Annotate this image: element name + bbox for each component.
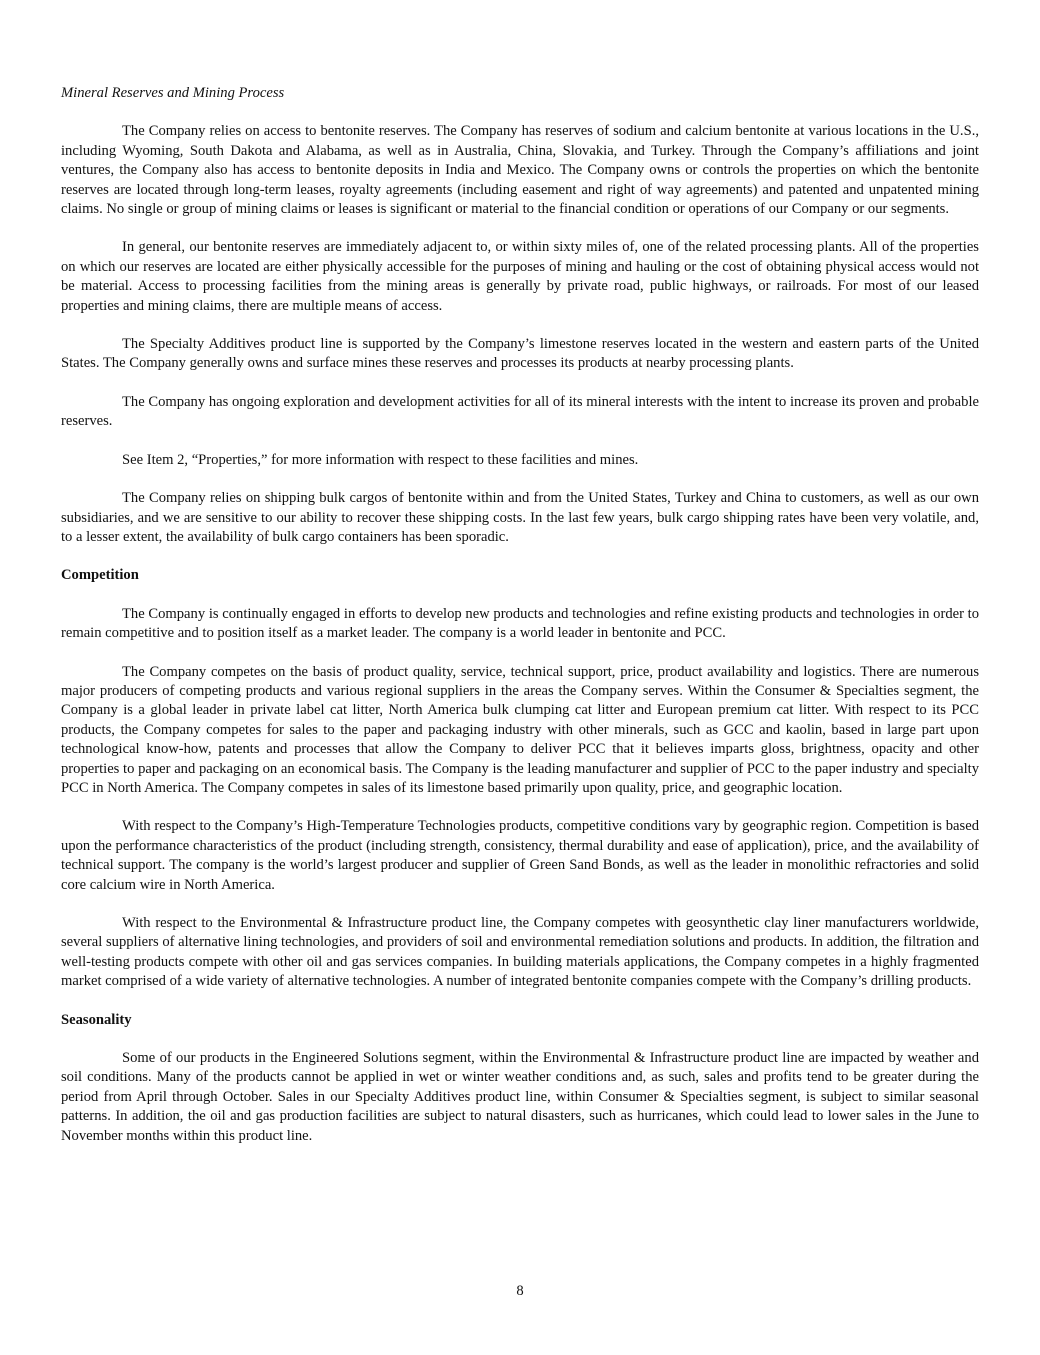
paragraph-reserve-access: In general, our bentonite reserves are immediately adjacent to, or within sixty miles of, one of the related processing plants. All of the properties on which our reserves are located are either physically accessible for the purposes of mining and hauling or the cost of obtaining physical access would not be material. Access to processing facilities from the mining areas is generally by private road, public highways, or railroads. For most of our leased properties and mining claims, there are multiple means of access. (61, 239, 979, 314)
paragraph-limestone-reserves: The Specialty Additives product line is supported by the Company’s limestone reserves located in the western and eastern parts of the United States. The Company generally owns and surface mines these reserves and processes its products at nearby processing plants. (61, 336, 979, 372)
paragraph-exploration: The Company has ongoing exploration and development activities for all of its mineral interests with the intent to increase its proven and probable reserves. (61, 393, 979, 430)
page-number: 8 (516, 1283, 524, 1299)
paragraph-environmental: With respect to the Environmental & Infrastructure product line, the Company competes with geosynthetic clay liner manufacturers worldwide, several suppliers of alternative lining technologies, and providers of soil and environmental remediation solutions and products. In addition, the filtration and well-testing products compete with other oil and gas services companies. In building materials applications, the Company competes in a highly fragmented market comprised of a wide variety of alternative technologies. A number of integrated bentonite companies compete with the Company’s drilling products. (61, 915, 979, 990)
paragraph-high-temperature: With respect to the Company’s High-Temperature Technologies products, competitive conditions vary by geographic region. Competition is based upon the performance characteristics of the product (including strength, consistency, thermal durability and ease of application), price, and the availability of technical support. The company is the world’s largest producer and supplier of Green Sand Bonds, as well as the leader in monolithic refractories and solid core calcium wire in North America. (61, 818, 979, 893)
paragraph-seasonality: Some of our products in the Engineered Solutions segment, within the Environmental & Infrastructure product line are impacted by weather and soil conditions. Many of the products cannot be applied in wet or winter weather conditions and, as such, sales and profits tend to be greater during the period from April through October. Sales in our Specialty Additives product line, within Consumer & Specialties segment, is subject to similar seasonal patterns. In addition, the oil and gas production facilities are subject to natural disasters, such as hurricanes, which could lead to lower sales in the June to November months within this product line. (61, 1050, 979, 1144)
paragraph-bentonite-reserves: The Company relies on access to bentonite reserves. The Company has reserves of sodium and calcium bentonite at various locations in the U.S., including Wyoming, South Dakota and Alabama, as well as in Australia, China, Slovakia, and Turkey. Through the Company’s affiliations and joint ventures, the Company also has access to bentonite deposits in India and Mexico. The Company owns or controls the properties on which the bentonite reserves are located through long-term leases, royalty agreements (including easement and right of way agreements) and patented and unpatented mining claims. No single or group of mining claims or leases is significant or material to the financial condition or operations of our Company or our segments. (61, 123, 979, 218)
heading-seasonality: Seasonality (61, 1011, 132, 1028)
paragraph-competition-intro: The Company is continually engaged in efforts to develop new products and technologies and refine existing products and technologies in order to remain competitive and to position itself as a market leader. The company is a world leader in bentonite and PCC. (61, 605, 979, 642)
heading-competition: Competition (61, 567, 139, 584)
document-page (61, 84, 979, 1165)
paragraph-competition-basis: The Company competes on the basis of product quality, service, technical support, price, product availability and logistics. There are numerous major producers of competing products and various regional suppliers in the areas the Company serves. Within the Consumer & Specialties segment, the Company is a global leader in private label cat litter, North America bulk clumping cat litter and European premium cat litter. With respect to its PCC products, the Company competes for sales to the paper and packaging industry with other minerals, such as GCC and kaolin, based in large part upon technological know-how, patents and processes that allow the Company to deliver PCC that it believes imparts gloss, brightness, opacity and other properties to paper and packaging on an economical basis. The Company is the leading manufacturer and supplier of PCC to the paper industry and specialty PCC in North America. The Company competes in sales of its limestone based primarily upon quality, price, and geographic location. (61, 663, 979, 796)
heading-mineral-reserves: Mineral Reserves and Mining Process (61, 85, 285, 101)
paragraph-shipping: The Company relies on shipping bulk cargos of bentonite within and from the United States, Turkey and China to customers, as well as our own subsidiaries, and we are sensitive to our ability to recover these shipping costs. In the last few years, bulk cargo shipping rates have been very volatile, and, to a lesser extent, the availability of bulk cargo containers has been sporadic. (61, 490, 979, 545)
paragraph-see-item-2: See Item 2, “Properties,” for more information with respect to these facilities and mines. (122, 451, 639, 468)
